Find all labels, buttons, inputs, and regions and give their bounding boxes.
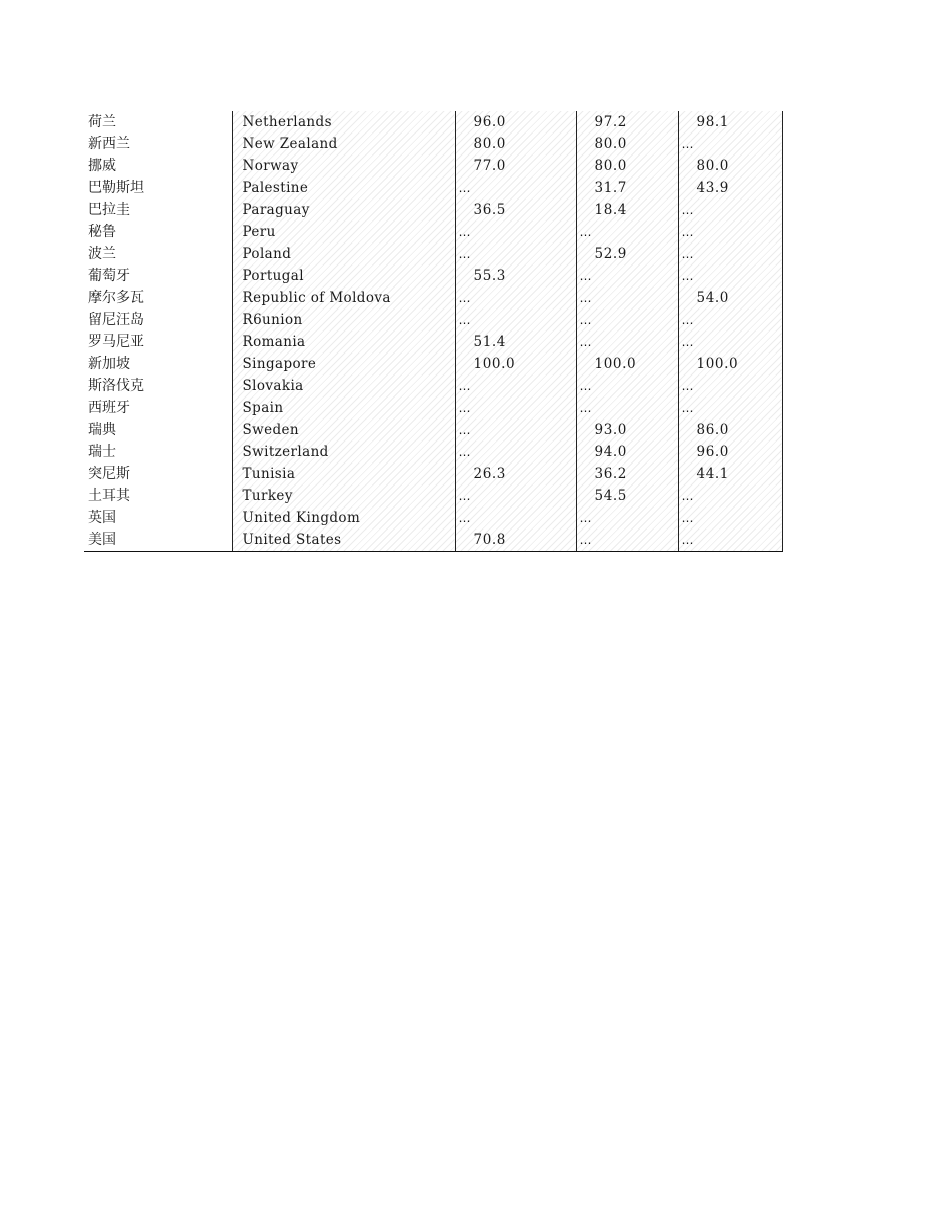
country-name-english: New Zealand: [232, 133, 455, 155]
value-cell-v2: [576, 507, 678, 529]
table-row: [84, 265, 782, 287]
value-cell-v3: [678, 529, 782, 552]
table-row: [84, 485, 782, 507]
value-cell-v1: [455, 397, 576, 419]
country-name-english: Singapore: [232, 353, 455, 375]
country-data-table: [84, 111, 783, 552]
missing-value-mark: …: [458, 401, 470, 415]
value-cell-v1: [455, 507, 576, 529]
table-row: [84, 309, 782, 331]
value-cell-v3: 44.1: [678, 463, 782, 485]
missing-value-mark: …: [458, 313, 470, 327]
value-cell-v2: 93.0: [576, 419, 678, 441]
table-row: [84, 441, 782, 463]
country-name-english: Spain: [232, 397, 455, 419]
value-cell-v2: [576, 375, 678, 397]
country-name-english: United States: [232, 529, 455, 552]
country-name-english: Sweden: [232, 419, 455, 441]
table-row: [84, 287, 782, 309]
missing-value-mark: …: [579, 313, 591, 327]
country-name-english: United Kingdom: [232, 507, 455, 529]
value-cell-v3: [678, 331, 782, 353]
value-cell-v3: [678, 309, 782, 331]
missing-value-mark: …: [458, 247, 470, 261]
value-cell-v1: 100.0: [455, 353, 576, 375]
value-cell-v3: [678, 243, 782, 265]
value-cell-v1: [455, 419, 576, 441]
table-row: [84, 111, 782, 133]
missing-value-mark: …: [681, 269, 693, 283]
missing-value-mark: …: [681, 313, 693, 327]
value-cell-v3: 100.0: [678, 353, 782, 375]
value-cell-v2: [576, 221, 678, 243]
value-cell-v3: 54.0: [678, 287, 782, 309]
country-name-chinese: 新加坡: [84, 353, 232, 375]
value-cell-v1: [455, 221, 576, 243]
value-cell-v2: 31.7: [576, 177, 678, 199]
country-name-english: Republic of Moldova: [232, 287, 455, 309]
missing-value-mark: …: [458, 225, 470, 239]
table-row: [84, 507, 782, 529]
missing-value-mark: …: [579, 291, 591, 305]
missing-value-mark: …: [579, 401, 591, 415]
country-name-english: Turkey: [232, 485, 455, 507]
value-cell-v3: 96.0: [678, 441, 782, 463]
missing-value-mark: …: [681, 379, 693, 393]
table-row: [84, 419, 782, 441]
missing-value-mark: …: [458, 181, 470, 195]
missing-value-mark: …: [458, 489, 470, 503]
country-name-chinese: 摩尔多瓦: [84, 287, 232, 309]
value-cell-v1: [455, 441, 576, 463]
value-cell-v1: 36.5: [455, 199, 576, 221]
country-name-chinese: 罗马尼亚: [84, 331, 232, 353]
value-cell-v2: 36.2: [576, 463, 678, 485]
country-name-english: Switzerland: [232, 441, 455, 463]
table-row: [84, 199, 782, 221]
country-name-chinese: 留尼汪岛: [84, 309, 232, 331]
missing-value-mark: …: [681, 247, 693, 261]
missing-value-mark: …: [458, 423, 470, 437]
missing-value-mark: …: [681, 203, 693, 217]
value-cell-v2: 100.0: [576, 353, 678, 375]
value-cell-v1: 55.3: [455, 265, 576, 287]
missing-value-mark: …: [579, 379, 591, 393]
country-name-english: Romania: [232, 331, 455, 353]
country-name-english: R6union: [232, 309, 455, 331]
table-row: [84, 177, 782, 199]
missing-value-mark: …: [681, 489, 693, 503]
country-name-english: Norway: [232, 155, 455, 177]
value-cell-v3: [678, 397, 782, 419]
value-cell-v1: 80.0: [455, 133, 576, 155]
value-cell-v2: [576, 287, 678, 309]
country-name-chinese: 秘鲁: [84, 221, 232, 243]
table-row: [84, 529, 782, 552]
country-name-chinese: 英国: [84, 507, 232, 529]
data-table-sheet: [84, 111, 782, 552]
missing-value-mark: …: [458, 291, 470, 305]
table-row: [84, 133, 782, 155]
value-cell-v3: [678, 199, 782, 221]
missing-value-mark: …: [458, 379, 470, 393]
country-name-chinese: 葡萄牙: [84, 265, 232, 287]
value-cell-v2: [576, 529, 678, 552]
value-cell-v3: 86.0: [678, 419, 782, 441]
value-cell-v1: [455, 375, 576, 397]
country-name-chinese: 荷兰: [84, 111, 232, 133]
value-cell-v2: [576, 331, 678, 353]
table-row: [84, 397, 782, 419]
table-row: [84, 155, 782, 177]
value-cell-v3: [678, 265, 782, 287]
value-cell-v3: 43.9: [678, 177, 782, 199]
missing-value-mark: …: [681, 335, 693, 349]
value-cell-v3: [678, 133, 782, 155]
value-cell-v3: 98.1: [678, 111, 782, 133]
value-cell-v2: 97.2: [576, 111, 678, 133]
missing-value-mark: …: [681, 225, 693, 239]
country-name-english: Netherlands: [232, 111, 455, 133]
country-name-english: Slovakia: [232, 375, 455, 397]
value-cell-v1: [455, 485, 576, 507]
country-name-chinese: 瑞典: [84, 419, 232, 441]
country-name-english: Tunisia: [232, 463, 455, 485]
missing-value-mark: …: [681, 511, 693, 525]
country-name-chinese: 巴勒斯坦: [84, 177, 232, 199]
country-name-chinese: 斯洛伐克: [84, 375, 232, 397]
country-name-chinese: 西班牙: [84, 397, 232, 419]
value-cell-v2: [576, 309, 678, 331]
value-cell-v1: 77.0: [455, 155, 576, 177]
value-cell-v2: [576, 397, 678, 419]
table-body: [84, 111, 782, 552]
missing-value-mark: …: [681, 533, 693, 547]
value-cell-v3: [678, 507, 782, 529]
country-name-chinese: 突尼斯: [84, 463, 232, 485]
missing-value-mark: …: [579, 335, 591, 349]
value-cell-v3: 80.0: [678, 155, 782, 177]
value-cell-v3: [678, 221, 782, 243]
missing-value-mark: …: [681, 137, 693, 151]
country-name-chinese: 挪威: [84, 155, 232, 177]
country-name-chinese: 美国: [84, 529, 232, 552]
value-cell-v2: 54.5: [576, 485, 678, 507]
country-name-english: Palestine: [232, 177, 455, 199]
value-cell-v2: 52.9: [576, 243, 678, 265]
value-cell-v1: 96.0: [455, 111, 576, 133]
table-row: [84, 353, 782, 375]
country-name-chinese: 波兰: [84, 243, 232, 265]
value-cell-v1: 70.8: [455, 529, 576, 552]
missing-value-mark: …: [579, 511, 591, 525]
missing-value-mark: …: [681, 401, 693, 415]
value-cell-v1: 51.4: [455, 331, 576, 353]
table-row: [84, 221, 782, 243]
table-row: [84, 463, 782, 485]
value-cell-v2: 94.0: [576, 441, 678, 463]
country-name-chinese: 新西兰: [84, 133, 232, 155]
missing-value-mark: …: [579, 269, 591, 283]
country-name-english: Poland: [232, 243, 455, 265]
value-cell-v1: [455, 243, 576, 265]
value-cell-v3: [678, 485, 782, 507]
missing-value-mark: …: [458, 445, 470, 459]
table-row: [84, 375, 782, 397]
country-name-english: Portugal: [232, 265, 455, 287]
missing-value-mark: …: [579, 533, 591, 547]
value-cell-v1: [455, 309, 576, 331]
country-name-english: Paraguay: [232, 199, 455, 221]
country-name-chinese: 土耳其: [84, 485, 232, 507]
value-cell-v3: [678, 375, 782, 397]
value-cell-v2: 80.0: [576, 155, 678, 177]
value-cell-v2: [576, 265, 678, 287]
value-cell-v2: 18.4: [576, 199, 678, 221]
table-row: [84, 331, 782, 353]
country-name-chinese: 巴拉圭: [84, 199, 232, 221]
value-cell-v1: [455, 177, 576, 199]
country-name-chinese: 瑞士: [84, 441, 232, 463]
table-row: [84, 243, 782, 265]
value-cell-v1: [455, 287, 576, 309]
value-cell-v2: 80.0: [576, 133, 678, 155]
missing-value-mark: …: [458, 511, 470, 525]
country-name-english: Peru: [232, 221, 455, 243]
value-cell-v1: 26.3: [455, 463, 576, 485]
missing-value-mark: …: [579, 225, 591, 239]
